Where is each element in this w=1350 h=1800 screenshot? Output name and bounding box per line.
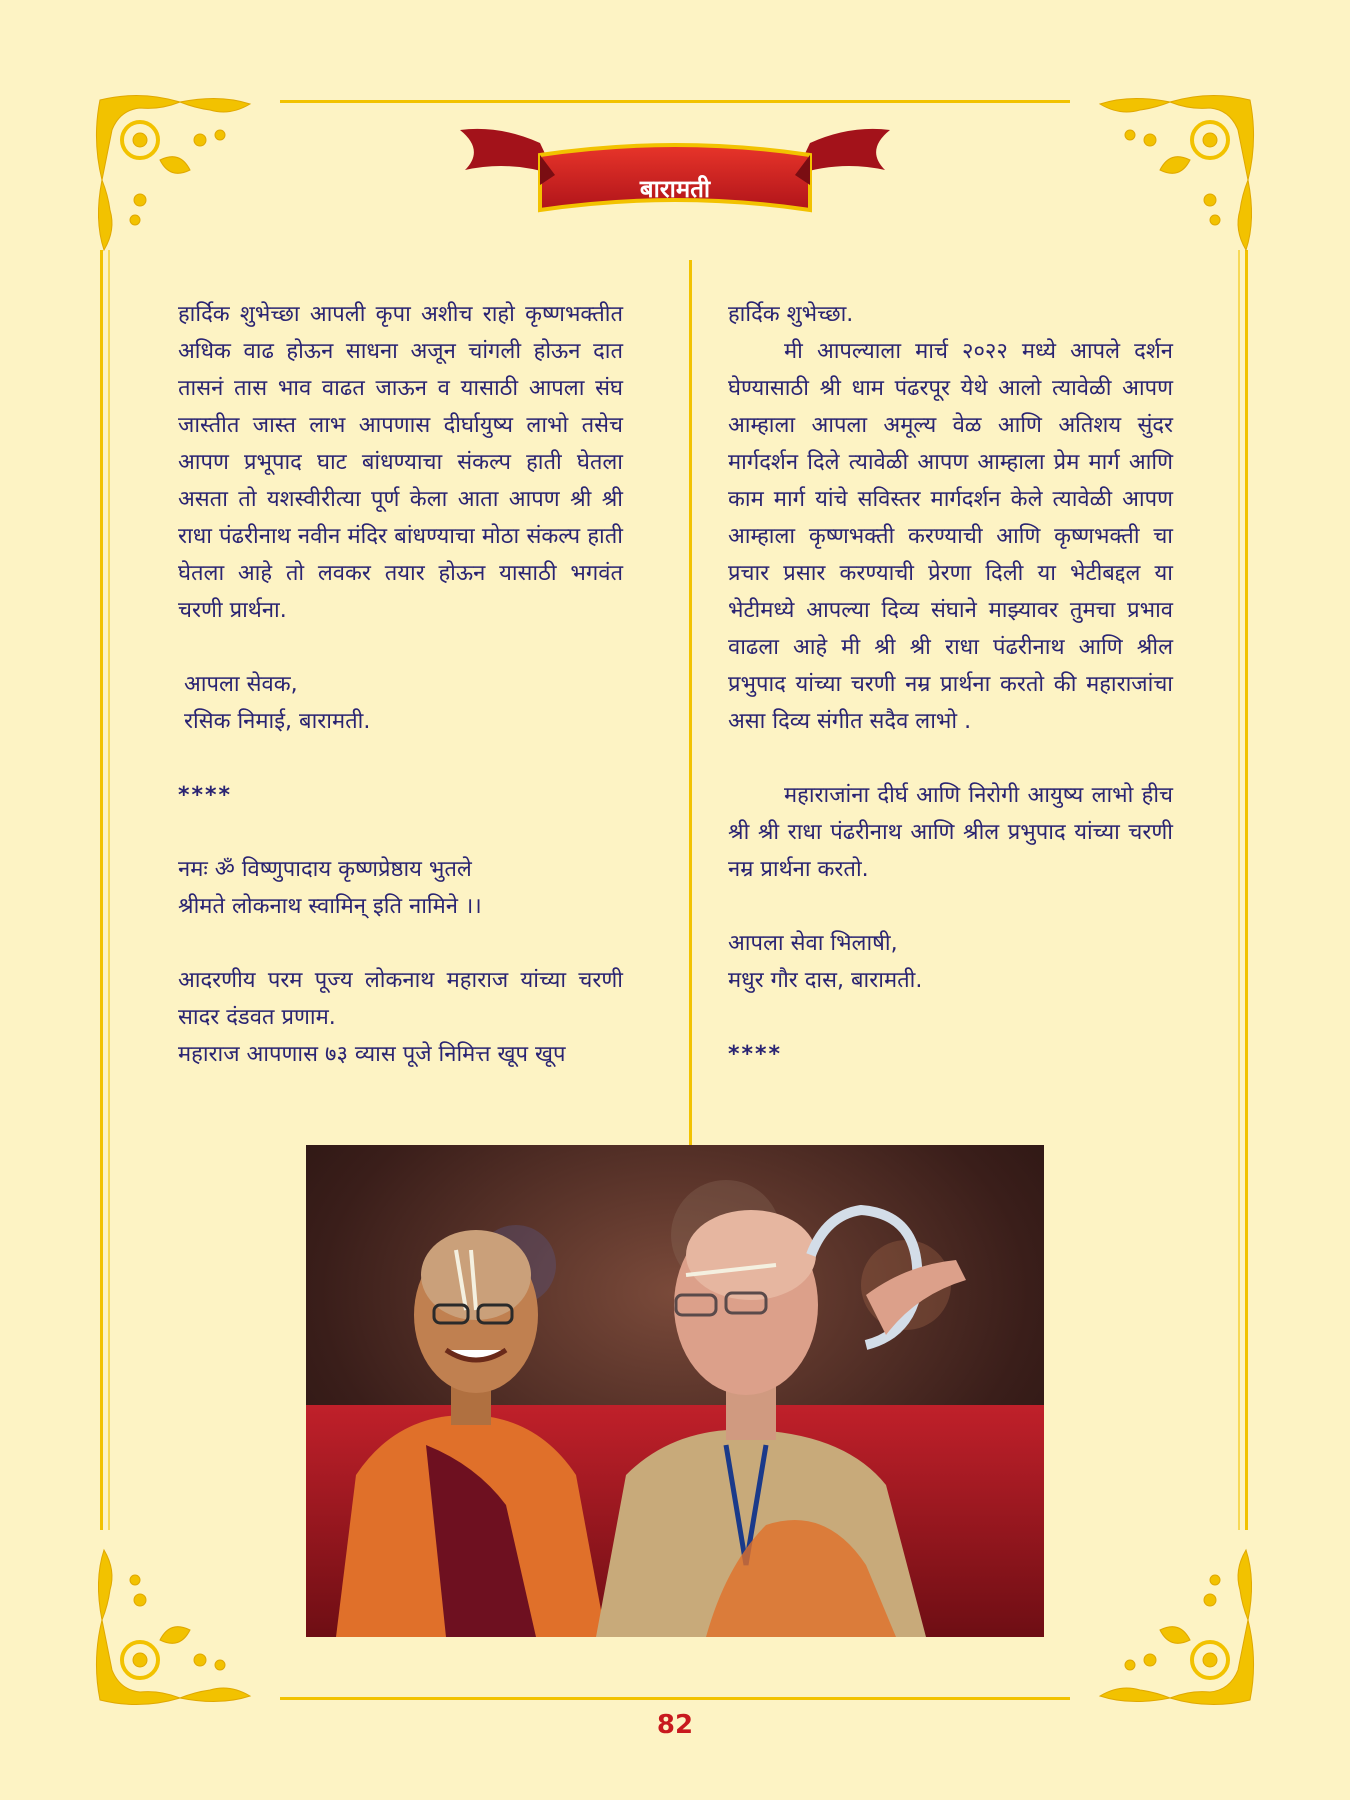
separator: **** bbox=[728, 1042, 783, 1067]
letter1-sign-off bbox=[178, 666, 623, 740]
corner-ornament-icon bbox=[1070, 80, 1270, 280]
separator: **** bbox=[178, 783, 233, 808]
letter2-paragraph: महाराजांना दीर्घ आणि निरोगी आयुष्य लाभो हीच श्री श्री राधा पंढरीनाथ आणि श्रील प्रभुपाद यांच्या चरणी नम्र प्रार्थना करतो. bbox=[728, 783, 1173, 882]
photo-two-monks bbox=[306, 1145, 1044, 1637]
border-left bbox=[100, 250, 103, 1530]
page-title: बारामती bbox=[639, 175, 711, 203]
right-column bbox=[728, 296, 1173, 1110]
letter2-sign-off bbox=[728, 925, 1173, 999]
mantra-line: नमः ॐ विष्णुपादाय कृष्णप्रेष्ठाय भुतले bbox=[178, 857, 472, 882]
mantra-line: श्रीमते लोकनाथ स्वामिन् इति नामिने ।। bbox=[178, 894, 482, 919]
letter1-closing: आपला सेवक, bbox=[184, 672, 298, 697]
corner-ornament-icon bbox=[1070, 1520, 1270, 1720]
letter2-closing: आपला सेवा भिलाषी, bbox=[728, 931, 898, 956]
column-divider bbox=[689, 260, 692, 1145]
border-right-inner bbox=[1238, 250, 1240, 1530]
border-top bbox=[280, 100, 1070, 103]
border-left-inner bbox=[108, 250, 110, 1530]
border-bottom bbox=[280, 1697, 1070, 1700]
mantra bbox=[178, 851, 623, 925]
border-right bbox=[1245, 250, 1248, 1530]
letter2-paragraph: मी आपल्याला मार्च २०२२ मध्ये आपले दर्शन घेण्यासाठी श्री धाम पंढरपूर येथे आलो त्यावेळी आपण आम्हाला आपला अमूल्य वेळ आणि अतिशय सुंदर मार्गदर्शन दिले त्यावेळी आपण आम्हाला प्रेम मार्ग आणि काम मार्ग यांचे सविस्तर मार्गदर्शन केले त्यावेळी आपण आम्हाला कृष्णभक्ती करण्याची आणि कृष्णभक्ती चा प्रचार प्रसार करण्याची प्रेरणा दिली या भेटीबद्दल या भेटीमध्ये आपल्या दिव्य संघाने माझ्यावर तुमचा प्रभाव वाढला आहे मी श्री श्री राधा पंढरीनाथ आणि श्रील प्रभुपाद यांच्या चरणी नम्र प्रार्थना करतो की महाराजांचा असा दिव्य संगीत सदैव लाभो . bbox=[728, 339, 1173, 734]
corner-ornament-icon bbox=[80, 80, 280, 280]
left-column bbox=[178, 296, 623, 1110]
letter1-signature: रसिक निमाई, बारामती. bbox=[184, 709, 371, 734]
corner-ornament-icon bbox=[80, 1520, 280, 1720]
letter2-continued: हार्दिक शुभेच्छा. bbox=[728, 302, 854, 327]
letter2-salutation: आदरणीय परम पूज्य लोकनाथ महाराज यांच्या चरणी सादर दंडवत प्रणाम. bbox=[178, 968, 623, 1030]
letter2-start: महाराज आपणास ७३ व्यास पूजे निमित्त खूप खूप bbox=[178, 1042, 566, 1067]
letter2-signature: मधुर गौर दास, बारामती. bbox=[728, 968, 923, 993]
page-number: 82 bbox=[656, 1710, 694, 1740]
letter1-paragraph: हार्दिक शुभेच्छा आपली कृपा अशीच राहो कृष्णभक्तीत अधिक वाढ होऊन साधना अजून चांगली होऊन दात तासनं तास भाव वाढत जाऊन व यासाठी आपला संघ जास्तीत जास्त लाभ आपणास दीर्घायुष्य लाभो तसेच आपण प्रभूपाद घाट बांधण्याचा संकल्प हाती घेतला असता तो यशस्वीरीत्या पूर्ण केला आता आपण श्री श्री राधा पंढरीनाथ नवीन मंदिर बांधण्याचा मोठा संकल्प हाती घेतला आहे तो लवकर तयार होऊन यासाठी भगवंत चरणी प्रार्थना. bbox=[178, 302, 623, 623]
